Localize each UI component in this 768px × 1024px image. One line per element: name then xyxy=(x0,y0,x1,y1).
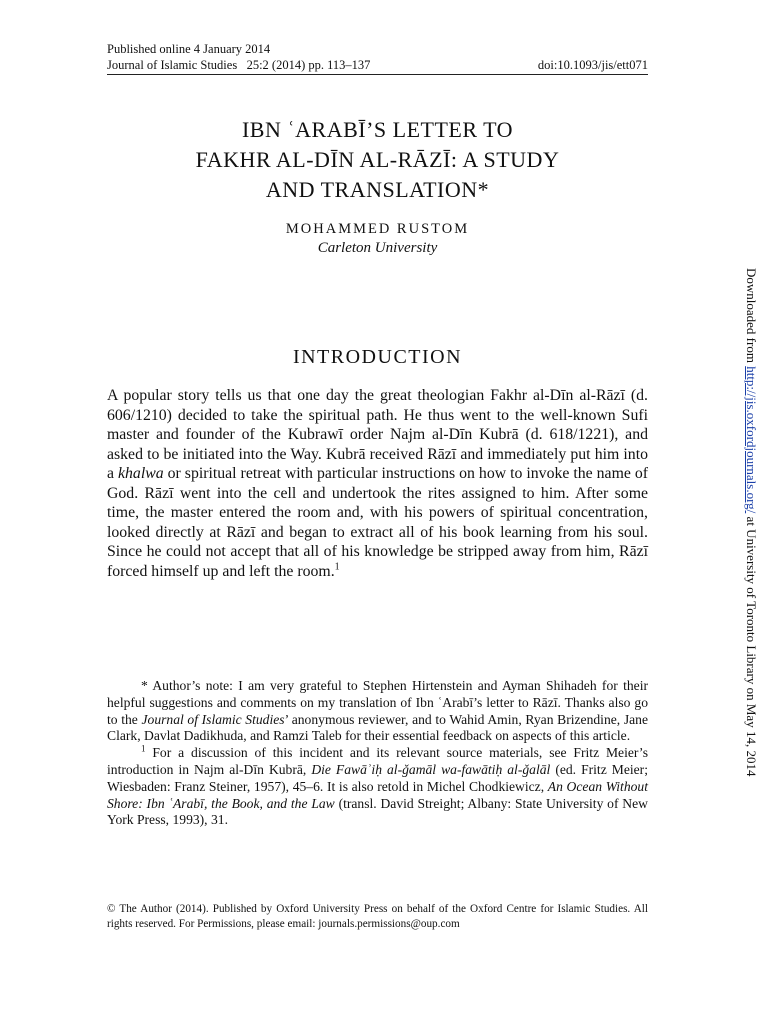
journal-citation: Journal of Islamic Studies 25:2 (2014) pp. 113–137 xyxy=(107,58,371,72)
running-header xyxy=(107,41,648,75)
article-title xyxy=(107,115,648,205)
author-block xyxy=(107,220,648,258)
footnote-ref-1[interactable]: 1 xyxy=(334,561,340,573)
author-name: MOHAMMED RUSTOM xyxy=(285,221,470,237)
footnote-author-note xyxy=(107,678,648,745)
footnote-1-marker: 1 xyxy=(141,743,146,754)
download-watermark xyxy=(744,268,759,777)
footnotes xyxy=(107,678,648,829)
footnote-1-text-c: (transl. David Streight; Albany: State University of New York Press, 1993), 31. xyxy=(107,795,648,828)
footnote-author-note-text-2: ’ anonymous reviewer, and to Wahid Amin, Ryan Brizendine, Jane Clark, Davlat Dadikhuda, and Ramzi Taleb for their essential feedback on aspects of this article. xyxy=(107,711,648,744)
title-line-1: IBN ʿARABĪ’S LETTER TO xyxy=(241,117,514,142)
author-affiliation: Carleton University xyxy=(317,240,438,256)
published-date: Published online 4 January 2014 xyxy=(107,42,271,56)
download-prefix: Downloaded from xyxy=(744,268,759,363)
download-suffix: at University of Toronto Library on May 14, 2014 xyxy=(744,516,759,777)
footnote-1-text-b: (ed. Fritz Meier; Wiesbaden: Franz Steiner, 1957), 45–6. It is also retold in Michel Chodkiewicz, xyxy=(107,761,648,794)
journal-citation-row xyxy=(107,57,648,75)
body-text-a: A popular story tells us that one day the great theologian Fakhr al-Dīn al-Rāzī (d. 606/1210) decided to take the spiritual path. He thus went to the well-known Sufi master and founder of the Kubrawī order Najm al-Dīn Kubrā (d. 618/1221), and asked to be initiated into the Way. Kubrā received Rāzī and immediately put him into a xyxy=(107,387,648,482)
footnote-1-title-1: Die Fawāʾiḥ al-ǧamāl wa-fawātiḥ al-ǧalāl xyxy=(311,761,551,777)
body-text-b: or spiritual retreat with particular instructions on how to invoke the name of God. Rāzī went into the cell and undertook the rites assigned to him. After some time, the master entered the room and, with his powers of spiritual concentration, looked directly at Rāzī and began to extract all of his book learning from his soul. Since he could not accept that all of his knowledge be stripped away from him, Rāzī forced himself up and left the room. xyxy=(107,465,649,580)
body-term: khalwa xyxy=(118,465,164,482)
copyright-notice: © The Author (2014). Published by Oxford University Press on behalf of the Oxford Centre for Islamic Studies. All rights reserved. For Permissions, please email: journals.permissions@oup.com xyxy=(107,903,648,930)
footnote-author-note-text: * Author’s note: I am very grateful to Stephen Hirtenstein and Ayman Shihadeh for their helpful suggestions and comments on my translation of Ibn ʿArabī’s letter to Rāzī. Thanks also go to the xyxy=(107,678,648,727)
title-line-2: FAKHR AL-DĪN AL-RĀZĪ: A STUDY xyxy=(195,147,560,172)
title-line-3: AND TRANSLATION* xyxy=(265,177,490,202)
footnote-journal-title: Journal of Islamic Studies xyxy=(141,711,285,727)
footnote-1-title-2: An Ocean Without Shore: Ibn ʿArabī, the Book, and the Law xyxy=(107,778,648,811)
section-heading: INTRODUCTION xyxy=(292,346,463,368)
body-paragraph xyxy=(107,386,648,581)
footnote-1-text-a: For a discussion of this incident and its relevant source materials, see Fritz Meier’s introduction in Najm al-Dīn Kubrā, xyxy=(107,745,648,777)
footnote-1 xyxy=(107,745,648,829)
doi: doi:10.1093/jis/ett071 xyxy=(537,58,648,72)
download-link[interactable]: http://jis.oxfordjournals.org/ xyxy=(744,366,759,514)
